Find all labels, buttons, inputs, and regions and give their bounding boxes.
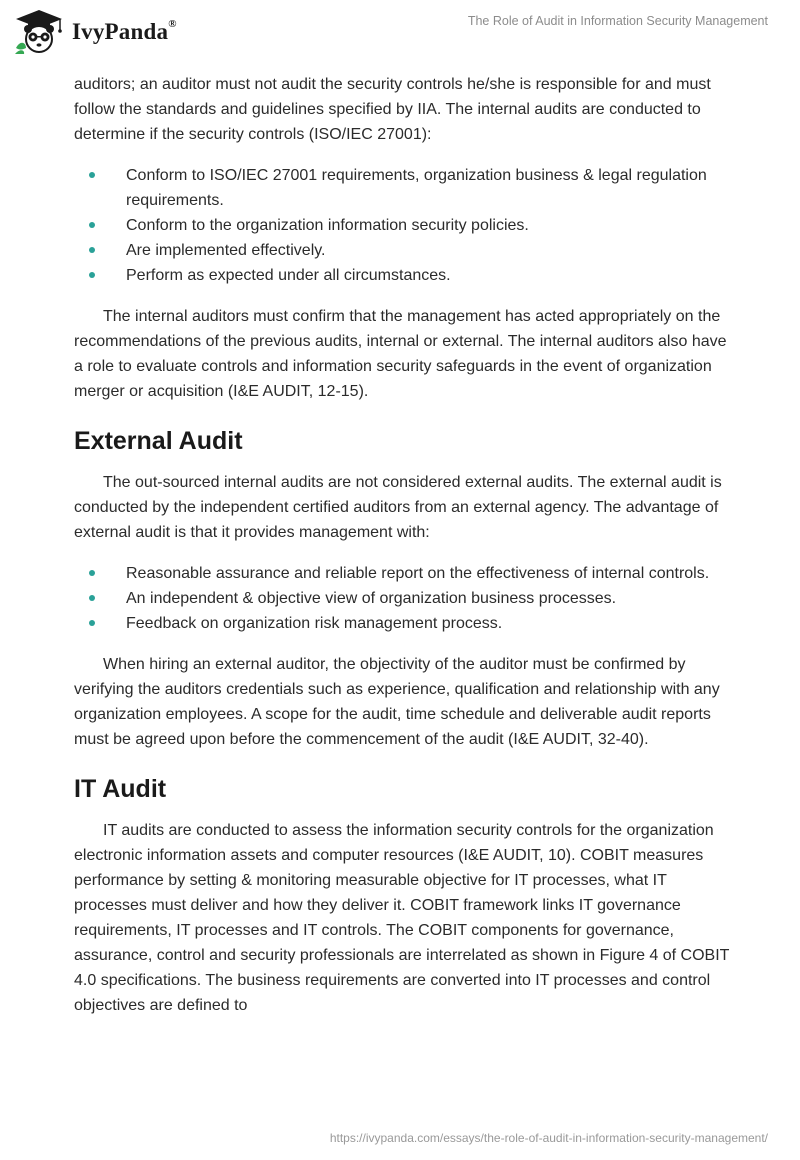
article-body <box>74 72 734 1034</box>
bullet-dot-icon <box>89 222 95 228</box>
external-audit-heading: External Audit <box>74 427 243 455</box>
bullet-dot-icon <box>89 570 95 576</box>
panda-logo-icon <box>12 8 66 56</box>
external-audit-paragraph: The out-sourced internal audits are not considered external audits. The external audit is conducted by the independent certified auditors from an external agency. The advantage of external audit is that it provides management with: <box>74 474 722 541</box>
bullet-dot-icon <box>89 172 95 178</box>
list-item: Conform to the organization information security policies. <box>74 213 734 238</box>
source-url[interactable]: https://ivypanda.com/essays/the-role-of-audit-in-information-security-management/ <box>329 1131 768 1145</box>
bullet-dot-icon <box>89 620 95 626</box>
list-item: Are implemented effectively. <box>74 238 734 263</box>
bullet-dot-icon <box>89 247 95 253</box>
bullet-dot-icon <box>89 272 95 278</box>
it-audit-heading: IT Audit <box>74 775 167 803</box>
internal-audit-paragraph: The internal auditors must confirm that the management has acted appropriately on the recommendations of the previous audits, internal or external. The internal auditors also have a role to evaluate controls and information security safeguards in the event of organization merger or acquisition (I&E AUDIT, 12-15). <box>74 308 727 400</box>
intro-paragraph: auditors; an auditor must not audit the security controls he/she is responsible for and must follow the standards and guidelines specified by IIA. The internal audits are conducted to determine if the security controls (ISO/IEC 27001): <box>74 76 711 143</box>
external-audit-list <box>74 561 734 636</box>
it-audit-paragraph: IT audits are conducted to assess the information security controls for the organization electronic information assets and computer resources (I&E AUDIT, 10). COBIT measures performance by setting & monitoring measurable objective for IT processes, what IT processes must deliver and how they deliver it. COBIT framework links IT governance requirements, IT processes and IT controls. The COBIT components for governance, assurance, control and security professionals are interrelated as shown in Figure 4 of COBIT 4.0 specifications. The business requirements are converted into IT processes and control objectives are defined to <box>74 822 730 1014</box>
document-title: The Role of Audit in Information Security Management <box>467 14 768 28</box>
list-item: An independent & objective view of organization business processes. <box>74 586 734 611</box>
internal-audit-list <box>74 163 734 288</box>
list-item: Perform as expected under all circumstances. <box>74 263 734 288</box>
external-auditor-hiring-paragraph: When hiring an external auditor, the objectivity of the auditor must be confirmed by verifying the auditors credentials such as experience, qualification and relationship with any organization employees. A scope for the audit, time schedule and deliverable audit reports must be agreed upon before the commencement of the audit (I&E AUDIT, 32-40). <box>74 656 720 748</box>
list-item: Feedback on organization risk management process. <box>74 611 734 636</box>
brand-name: IvyPanda® <box>72 18 177 44</box>
list-item: Reasonable assurance and reliable report on the effectiveness of internal controls. <box>74 561 734 586</box>
brand-logo[interactable] <box>12 6 177 58</box>
page-header <box>0 0 800 68</box>
bullet-dot-icon <box>89 595 95 601</box>
list-item: Conform to ISO/IEC 27001 requirements, organization business & legal regulation requirements. <box>74 163 734 213</box>
